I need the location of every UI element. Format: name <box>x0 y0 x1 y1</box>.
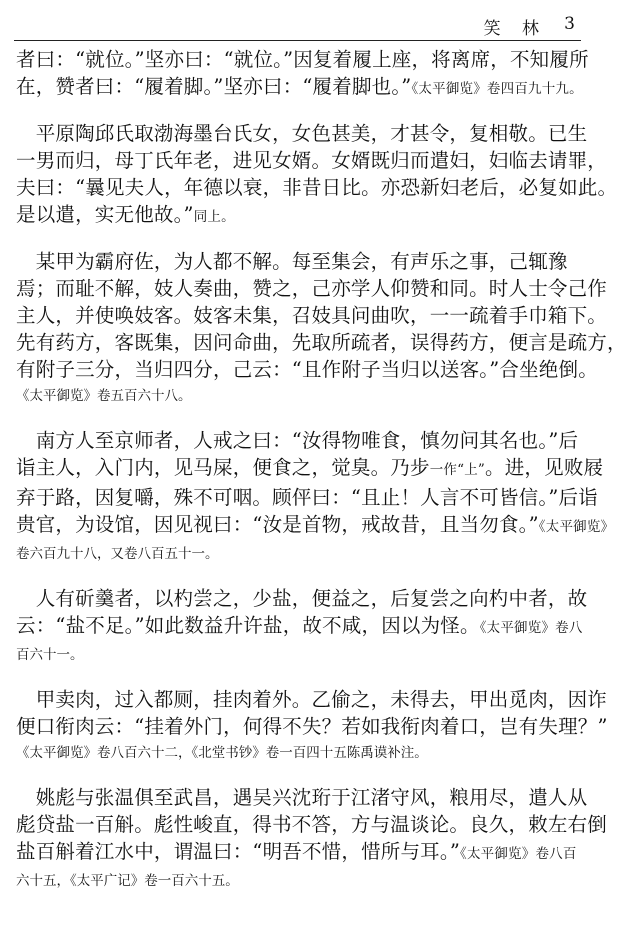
text-line <box>16 511 615 541</box>
paragraph <box>16 784 608 895</box>
line-text-continued: 。进，见败屐 <box>485 456 604 479</box>
paragraph <box>16 686 608 767</box>
line-text: 便口衔肉云：“挂着外门，何得不失？若如我衔肉着口，岂有失理？” <box>16 715 608 738</box>
text-line <box>16 484 598 511</box>
text-line <box>16 868 581 895</box>
text-line <box>16 120 588 147</box>
line-text: 诣主人，入门内，见马屎，便食之，觉臭。乃步 <box>16 456 430 479</box>
line-text: 人有斫羹者，以杓尝之，少盐，便益之，后复尝之向杓中者，故 <box>16 587 588 610</box>
text-line <box>16 174 618 201</box>
text-line <box>16 147 608 174</box>
paragraph <box>16 427 615 568</box>
paragraph <box>16 585 588 669</box>
paragraph <box>16 120 618 231</box>
source-note: 卷六百九十八，又卷八百五十一。 <box>16 546 219 562</box>
line-text: 一男而归，母丁氏年老，进见女婿。女婿既归而遣妇，妇临去请罪， <box>16 149 608 172</box>
line-text: 者曰：“就位。”坚亦曰：“就位。”因复着履上座，将离席，不知履所 <box>16 48 589 71</box>
text-line <box>16 275 608 302</box>
source-note: 百六十一。 <box>16 647 84 663</box>
text-line <box>16 713 608 740</box>
source-note: 《太平御览》 <box>538 519 615 535</box>
running-header <box>14 0 581 41</box>
source-note: 《太平御览》卷八百 <box>460 846 577 862</box>
line-text: 姚彪与张温俱至武昌，遇吴兴沈珩于江渚守风，粮用尽，遣人从 <box>16 786 588 809</box>
page-number: 3 <box>564 14 575 34</box>
text-line <box>16 612 581 642</box>
text-line <box>16 356 598 383</box>
text-line <box>16 329 627 356</box>
text-line <box>16 784 588 811</box>
line-text: 彪贷盐一百斛。彪性峻直，得书不答，方与温谈论。良久，敕左右倒 <box>16 813 608 836</box>
line-text: 是以遣，实无他故。” <box>16 203 194 226</box>
line-text: 贵官，为设馆，因见视曰：“汝是首物，戒故昔，且当勿食。” <box>16 513 539 536</box>
source-note: 《太平御览》卷八 <box>479 620 583 636</box>
line-text: 焉；而耻不解，妓人奏曲，赞之，己亦学人仰赞和同。时人士令己作 <box>16 277 608 300</box>
text-line <box>16 454 604 484</box>
source-note: 一作“上” <box>429 462 486 478</box>
text-line <box>16 248 581 275</box>
line-text: 平原陶邱氏取渤海墨台氏女，女色甚美，才甚令，复相敬。已生 <box>16 122 588 145</box>
line-text: 夫曰：“曩见夫人，年德以衰，非昔日比。亦恐新妇老后，必复如此。 <box>16 176 618 199</box>
page-body <box>16 46 627 912</box>
text-line <box>16 642 581 669</box>
line-text: 有附子三分，当归四分，己云：“且作附子当归以送客。”合坐绝倒。 <box>16 358 598 381</box>
line-text: 在，赞者曰：“履着脚。”坚亦曰：“履着脚也。” <box>16 75 412 98</box>
line-text: 盐百斛着江水中，谓温曰：“明吾不惜，惜所与耳。” <box>16 840 460 863</box>
line-text: 云：“盐不足。”如此数益升许盐，故不咸，因以为怪。 <box>16 614 480 637</box>
line-text: 主人，并使唤妓客。妓客未集，召妓具问曲吹，一一疏着手巾箱下。 <box>16 304 608 327</box>
text-line <box>16 811 608 838</box>
source-note: 同上。 <box>193 209 235 225</box>
line-text: 弃于路，因复嚼，殊不可咽。顾伻曰：“且止！人言不可皆信。”后诣 <box>16 486 598 509</box>
text-line <box>16 302 608 329</box>
text-line <box>16 686 608 713</box>
source-note: 《太平御览》卷八百六十二，《北堂书钞》卷一百四十五陈禹谟补注。 <box>16 745 428 761</box>
line-text: 先有药方，客既集，因问命曲，先取所疏者，误得药方，便言是疏方， <box>16 331 627 354</box>
source-note: 六十五，《太平广记》卷一百六十五。 <box>16 873 239 889</box>
source-note: 《太平御览》卷五百六十八。 <box>16 388 192 404</box>
text-line <box>16 740 581 767</box>
paragraph <box>16 46 589 103</box>
text-line <box>16 541 581 568</box>
paragraph <box>16 248 627 410</box>
source-note: 《太平御览》卷四百九十九。 <box>411 81 583 97</box>
text-line <box>16 73 581 103</box>
line-text: 甲卖肉，过入都厕，挂肉着外。乙偷之，未得去，甲出觅肉，因诈 <box>16 688 608 711</box>
text-line <box>16 383 581 410</box>
text-line <box>16 427 581 454</box>
line-text: 南方人至京师者，人戒之曰：“汝得物唯食，慎勿问其名也。”后 <box>16 429 579 452</box>
book-title: 笑 林 <box>483 19 547 39</box>
text-line <box>16 201 581 231</box>
line-text: 某甲为霸府佐，为人都不解。每至集会，有声乐之事，己辄豫 <box>16 250 568 273</box>
text-line <box>16 838 581 868</box>
text-line <box>16 46 589 73</box>
text-line <box>16 585 588 612</box>
